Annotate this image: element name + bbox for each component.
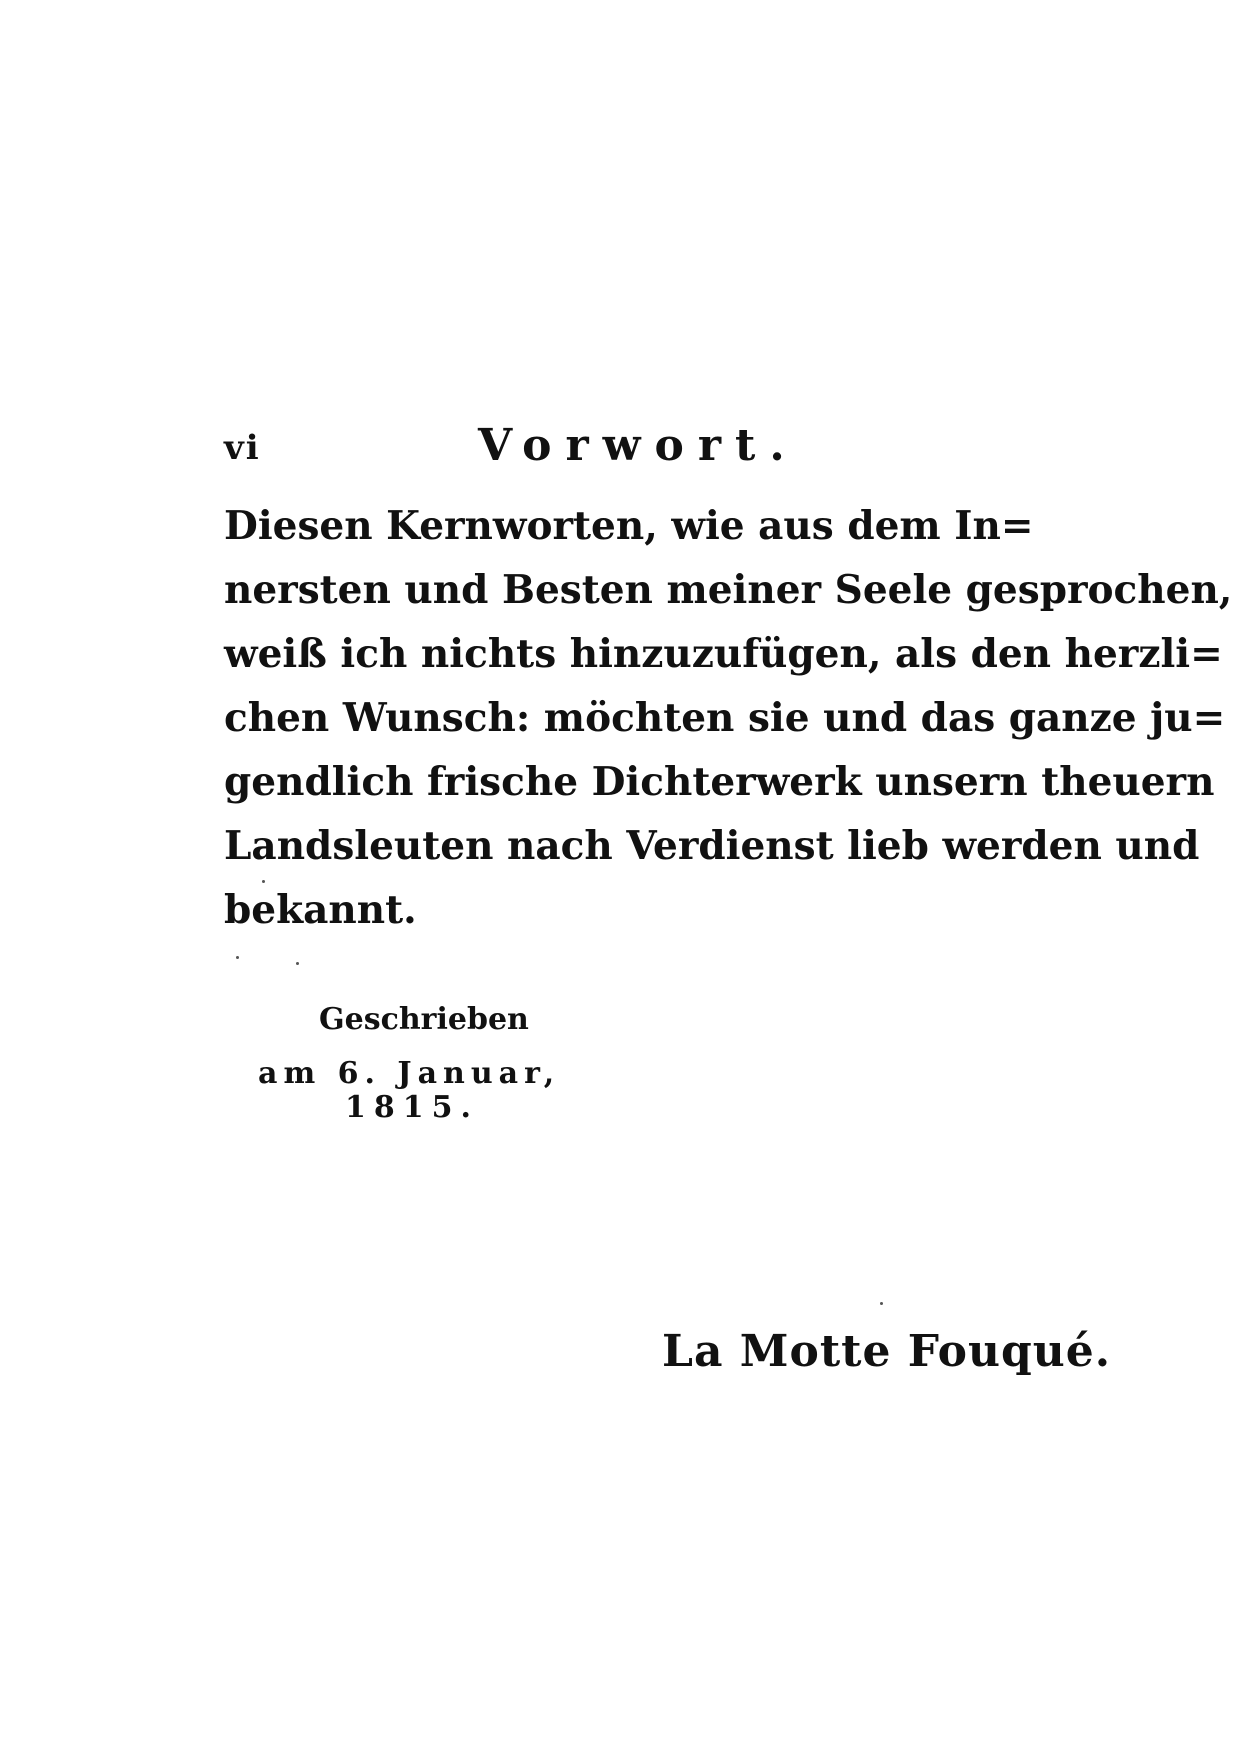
dateline-date: am 6. Januar, [258, 1056, 561, 1091]
text-line: Diesen Kernworten, wie aus dem In= [224, 503, 1034, 549]
text-line: chen Wunsch: möchten sie und das ganze ju= [224, 695, 1226, 741]
scan-speck [880, 1302, 883, 1305]
text-line: nersten und Besten meiner Seele gesprochen, [224, 567, 1233, 613]
page-number: vi [224, 428, 261, 468]
running-head: Vorwort. [478, 420, 799, 471]
dateline-year: 1815. [345, 1090, 479, 1125]
body-paragraph [224, 494, 1233, 942]
text-line: bekannt. [224, 887, 417, 933]
text-line: Landsleuten nach Verdienst lieb werden und [224, 823, 1200, 869]
scan-speck [236, 956, 239, 959]
text-line: weiß ich nichts hinzuzufügen, als den herzli= [224, 631, 1223, 677]
author-signature: La Motte Fouqué. [662, 1326, 1112, 1377]
scan-speck [262, 880, 265, 883]
text-line: gendlich frische Dichterwerk unsern theuern [224, 759, 1215, 805]
dateline-written: Geschrieben [319, 1002, 529, 1037]
scan-speck [296, 962, 299, 965]
